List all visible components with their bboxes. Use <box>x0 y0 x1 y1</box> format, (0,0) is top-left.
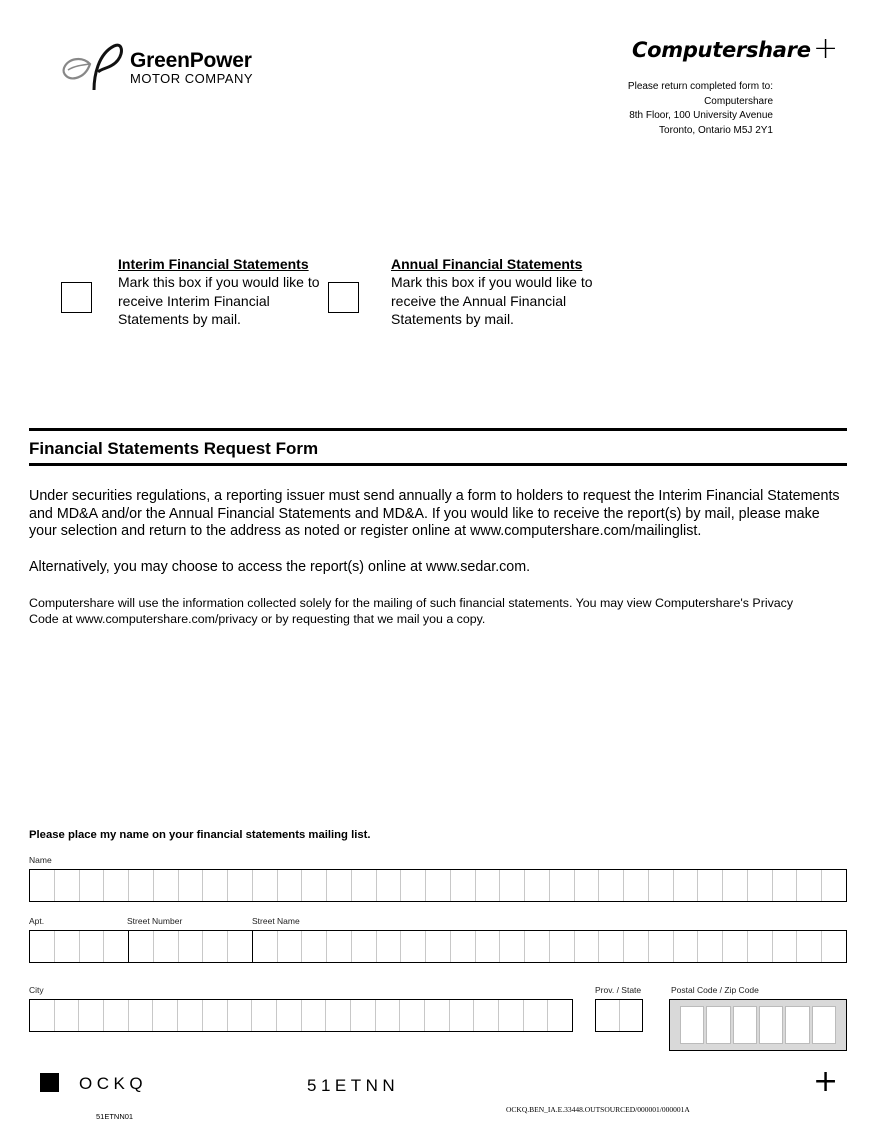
interim-statements-checkbox[interactable] <box>61 282 92 313</box>
postal-code-field[interactable] <box>669 999 847 1051</box>
computershare-logo <box>632 38 811 62</box>
annual-option-line: receive the Annual Financial <box>391 292 567 309</box>
company-name: GreenPower <box>130 49 252 72</box>
name-label: Name <box>29 855 52 865</box>
return-line: Toronto, Ontario M5J 2Y1 <box>659 124 773 136</box>
city-field[interactable] <box>29 999 573 1032</box>
street-name-label: Street Name <box>252 916 300 926</box>
job-code: OCKQ.BEN_IA.E.33448.OUTSOURCED/000001/000001A <box>506 1105 690 1114</box>
annual-option-title: Annual Financial Statements <box>391 256 583 272</box>
return-line: Computershare <box>704 95 773 107</box>
registration-square-icon <box>40 1073 59 1092</box>
computershare-logo-text: Computershare <box>632 38 811 62</box>
section-rule-bottom <box>29 463 847 466</box>
interim-option-line: Mark this box if you would like to <box>118 274 320 290</box>
apt-label: Apt. <box>29 916 45 926</box>
interim-option-title: Interim Financial Statements <box>118 256 309 272</box>
intro-line: Under securities regulations, a reporting issuer must send annually a form to holders to request the Interim Financial Statements <box>29 488 840 504</box>
annual-option-line: Mark this box if you would like to <box>391 274 593 290</box>
registration-plus-icon: + <box>813 1064 839 1099</box>
form-small-code: 51ETNN01 <box>96 1112 134 1121</box>
annual-statements-checkbox[interactable] <box>328 282 359 313</box>
interim-option <box>118 256 320 329</box>
greenpower-logo <box>60 40 280 96</box>
return-address <box>628 80 773 138</box>
address-field[interactable] <box>29 930 847 963</box>
alternative-paragraph: Alternatively, you may choose to access the report(s) online at www.sedar.com. <box>29 559 531 575</box>
privacy-line: Computershare will use the information collected solely for the mailing of such financial statements. You may view Computershare's Privacy <box>29 596 794 610</box>
city-label: City <box>29 985 44 995</box>
privacy-line: Code at www.computershare.com/privacy or by requesting that we mail you a copy. <box>29 612 486 626</box>
privacy-paragraph <box>29 595 845 627</box>
postal-code-label: Postal Code / Zip Code <box>671 985 759 995</box>
section-rule-top <box>29 428 847 431</box>
annual-option-line: Statements by mail. <box>391 311 514 327</box>
section-title: Financial Statements Request Form <box>29 439 319 458</box>
prov-state-field[interactable] <box>595 999 643 1032</box>
intro-line: and MD&A and/or the Annual Financial Statements and MD&A. If you would like to receive the report(s) by mail, please make <box>29 505 820 522</box>
interim-option-line: receive Interim Financial <box>118 292 270 309</box>
annual-option <box>391 256 593 329</box>
company-subtitle: MOTOR COMPANY <box>130 71 254 86</box>
return-line: Please return completed form to: <box>627 81 773 92</box>
form-code-left: OCKQ <box>79 1074 148 1093</box>
prov-state-label: Prov. / State <box>595 985 642 995</box>
street-number-label: Street Number <box>127 916 183 926</box>
intro-line: your selection and return to the address as noted or register online at www.computershare.com/mailinglist. <box>29 523 702 539</box>
form-code-mid: 51ETNN <box>307 1076 400 1095</box>
intro-paragraph <box>29 488 845 541</box>
interim-option-line: Statements by mail. <box>118 311 241 327</box>
return-line: 8th Floor, 100 University Avenue <box>629 110 773 121</box>
registration-plus-icon: + <box>813 31 839 66</box>
greenpower-logo-icon <box>60 42 126 94</box>
name-field[interactable] <box>29 869 847 902</box>
mailing-list-heading: Please place my name on your financial statements mailing list. <box>29 829 371 841</box>
